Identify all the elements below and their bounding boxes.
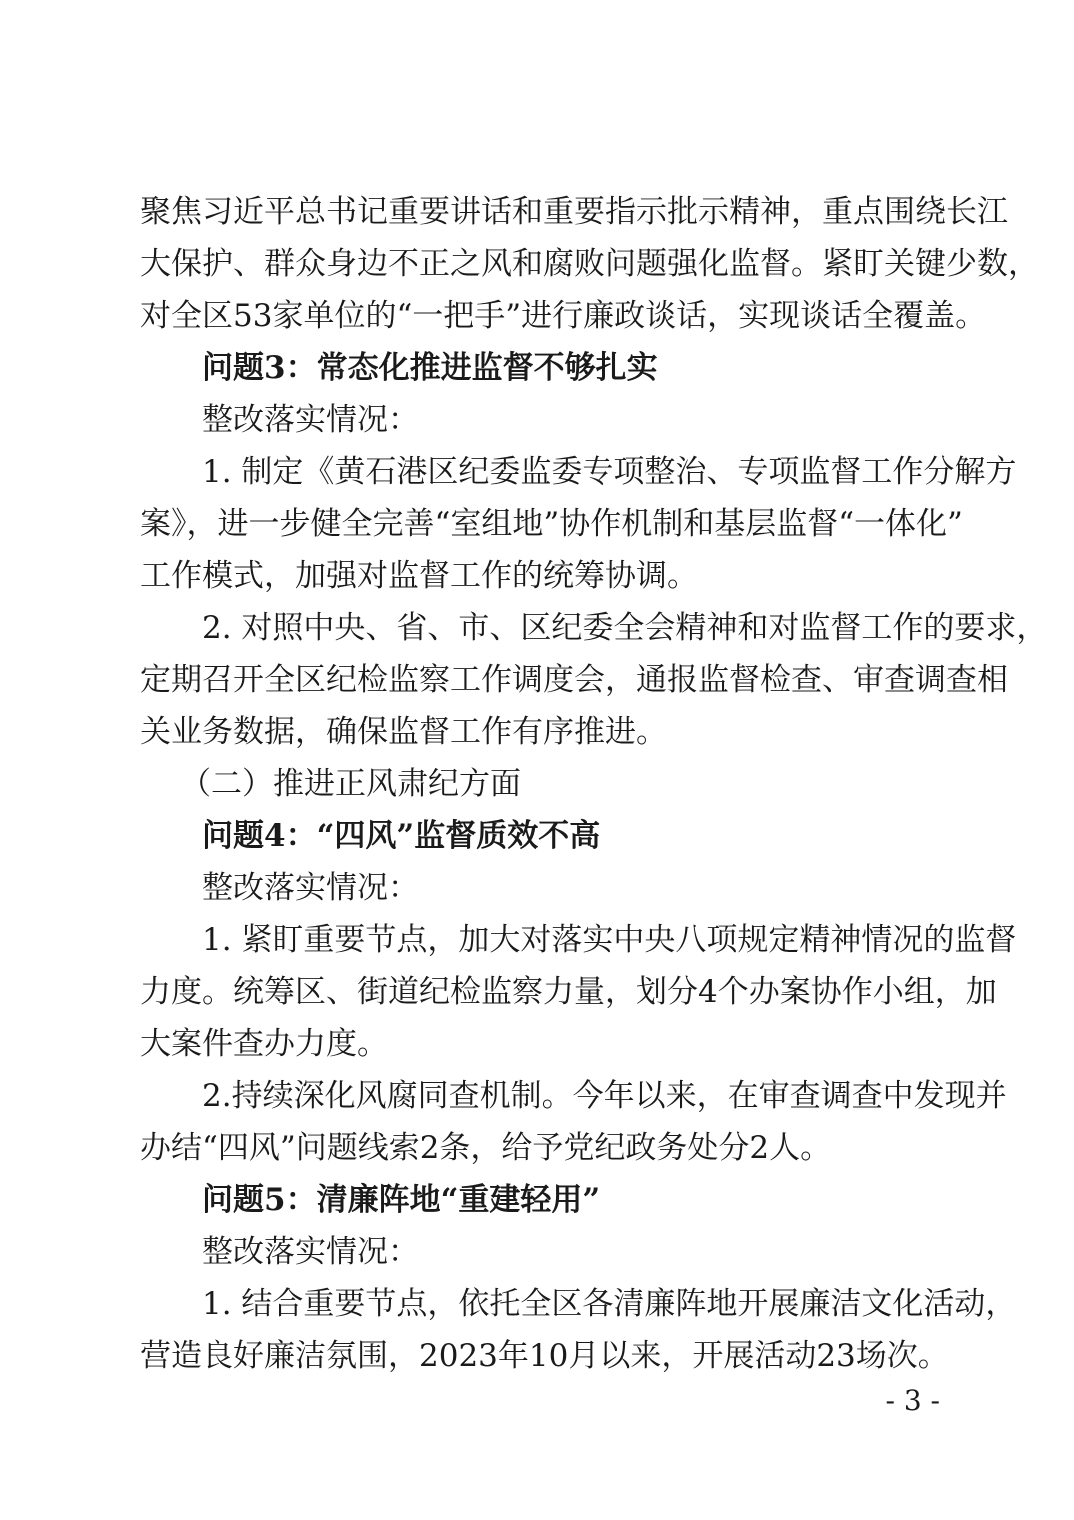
page-number: - 3 - (885, 1384, 940, 1417)
paragraph-line: 1. 结合重要节点，依托全区各清廉阵地开展廉洁文化活动， (202, 1286, 1017, 1322)
paragraph-line: 对全区53家单位的“一把手”进行廉政谈话，实现谈话全覆盖。 (140, 298, 987, 334)
paragraph-line: 关业务数据，确保监督工作有序推进。 (140, 714, 667, 750)
paragraph-line: 营造良好廉洁氛围，2023年10月以来，开展活动23场次。 (140, 1338, 949, 1374)
paragraph-line: 办结“四风”问题线索2条，给予党纪政务处分2人。 (140, 1130, 832, 1166)
section-heading: （二）推进正风肃纪方面 (180, 766, 521, 802)
paragraph-line: 案》，进一步健全完善“室组地”协作机制和基层监督“一体化” (140, 506, 963, 542)
paragraph-line: 力度。统筹区、街道纪检监察力量，划分4个办案协作小组，加 (140, 974, 997, 1010)
rectification-label: 整改落实情况： (202, 1234, 419, 1270)
problem-4-heading: 问题4：“四风”监督质效不高 (202, 818, 601, 854)
paragraph-line: 大保护、群众身边不正之风和腐败问题强化监督。紧盯关键少数， (140, 246, 1039, 282)
rectification-label: 整改落实情况： (202, 402, 419, 438)
rectification-label: 整改落实情况： (202, 870, 419, 906)
paragraph-line: 2.持续深化风腐同查机制。今年以来，在审查调查中发现并 (202, 1078, 1007, 1114)
paragraph-line: 大案件查办力度。 (140, 1026, 388, 1062)
problem-5-heading: 问题5：清廉阵地“重建轻用” (202, 1182, 601, 1218)
paragraph-line: 2. 对照中央、省、市、区纪委全会精神和对监督工作的要求， (202, 610, 1048, 646)
paragraph-line: 聚焦习近平总书记重要讲话和重要指示批示精神，重点围绕长江 (140, 194, 1008, 230)
paragraph-line: 1. 紧盯重要节点，加大对落实中央八项规定精神情况的监督 (202, 922, 1017, 958)
paragraph-line: 1. 制定《黄石港区纪委监委专项整治、专项监督工作分解方 (202, 454, 1017, 490)
paragraph-line: 定期召开全区纪检监察工作调度会，通报监督检查、审查调查相 (140, 662, 1008, 698)
problem-3-heading: 问题3：常态化推进监督不够扎实 (202, 350, 658, 386)
document-body (140, 186, 1048, 1382)
paragraph-line: 工作模式，加强对监督工作的统筹协调。 (140, 558, 698, 594)
